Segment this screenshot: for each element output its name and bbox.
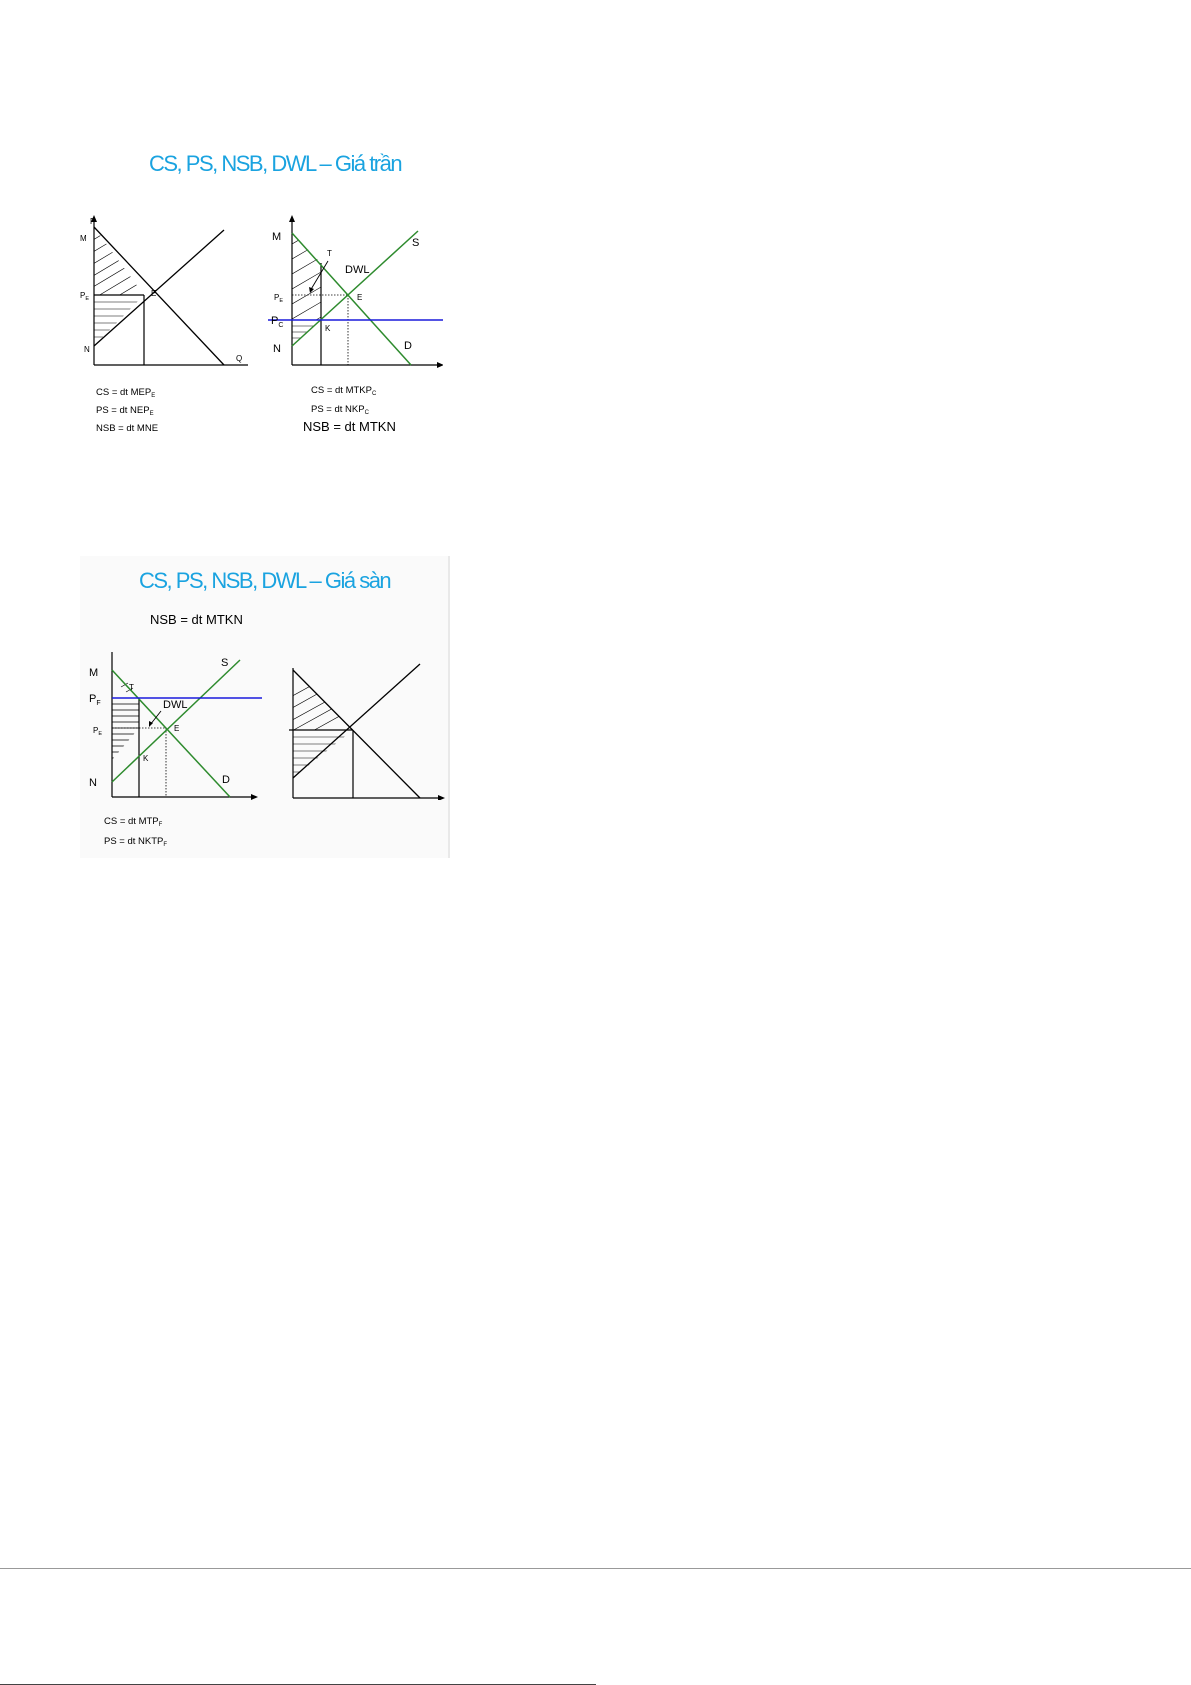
ps-formula: PS = dt $NEP_E$ bbox=[96, 405, 154, 417]
label-q: Q bbox=[236, 354, 243, 363]
label-d: D bbox=[404, 340, 412, 352]
label-pc: $P_C$ bbox=[271, 315, 284, 329]
footer-divider bbox=[0, 1568, 1191, 1569]
floor-nsb bbox=[150, 608, 290, 632]
ps-hatch bbox=[293, 737, 355, 772]
label-m: M bbox=[89, 667, 99, 679]
floor-right-graph bbox=[285, 650, 460, 800]
nsb-formula: NSB = dt MNE bbox=[96, 423, 159, 434]
label-pe: $P_E$ bbox=[274, 293, 284, 304]
floor-left-formulas bbox=[102, 812, 242, 862]
floor-left-graph bbox=[84, 650, 269, 800]
label-e: E bbox=[174, 724, 180, 733]
cs-hatch bbox=[285, 678, 365, 738]
label-k: K bbox=[325, 324, 331, 333]
label-n: N bbox=[84, 345, 90, 354]
label-m: M bbox=[80, 234, 87, 243]
ceiling-left-formulas bbox=[94, 383, 234, 443]
supply-curve bbox=[293, 664, 420, 778]
label-t: T bbox=[129, 683, 134, 692]
label-pe: $P_E$ bbox=[93, 726, 103, 737]
ps-hatch bbox=[94, 302, 148, 337]
ceiling-left-graph bbox=[78, 213, 253, 378]
demand-curve bbox=[293, 670, 420, 798]
dwl-pointer bbox=[310, 261, 328, 291]
ceiling-right-formulas bbox=[300, 381, 440, 451]
floor-title: CS, PS, NSB, DWL – Giá sàn bbox=[139, 568, 391, 593]
ps-formula: PS = dt $NKP_C$ bbox=[311, 404, 369, 416]
cs-formula: CS = dt $MTP_F$ bbox=[104, 816, 163, 828]
ps-formula: PS = dt $NKTP_F$ bbox=[104, 836, 168, 848]
ceiling-title: CS, PS, NSB, DWL – Giá trần bbox=[149, 151, 402, 176]
nsb-formula: NSB = dt MTKN bbox=[303, 419, 396, 434]
label-e: E bbox=[151, 289, 157, 298]
label-e: E bbox=[357, 293, 363, 302]
cs-formula: CS = dt $MTKP_C$ bbox=[311, 385, 377, 397]
ceiling-right-graph bbox=[268, 213, 443, 378]
supply-curve bbox=[112, 660, 240, 782]
cs-formula: CS = dt $MEP_E$ bbox=[96, 387, 156, 399]
label-n: N bbox=[89, 777, 97, 789]
label-n: N bbox=[273, 343, 281, 355]
y-axis-arrow bbox=[289, 215, 295, 222]
label-s: S bbox=[221, 657, 229, 669]
ps-hatch bbox=[292, 326, 328, 338]
x-axis-arrow bbox=[437, 362, 443, 368]
x-axis-arrow bbox=[438, 795, 445, 800]
label-k: K bbox=[143, 754, 149, 763]
label-d: D bbox=[222, 774, 230, 786]
label-dwl: DWL bbox=[163, 699, 188, 711]
x-axis-arrow bbox=[251, 794, 258, 800]
label-p: P bbox=[90, 217, 96, 226]
label-t: T bbox=[327, 249, 332, 258]
label-pf: $P_F$ bbox=[89, 693, 101, 707]
label-s: S bbox=[412, 237, 420, 249]
label-pe: $P_E$ bbox=[80, 291, 90, 302]
label-m: M bbox=[272, 231, 282, 243]
floor-nsb-formula: NSB = dt MTKN bbox=[150, 612, 243, 627]
label-dwl: DWL bbox=[345, 264, 370, 276]
